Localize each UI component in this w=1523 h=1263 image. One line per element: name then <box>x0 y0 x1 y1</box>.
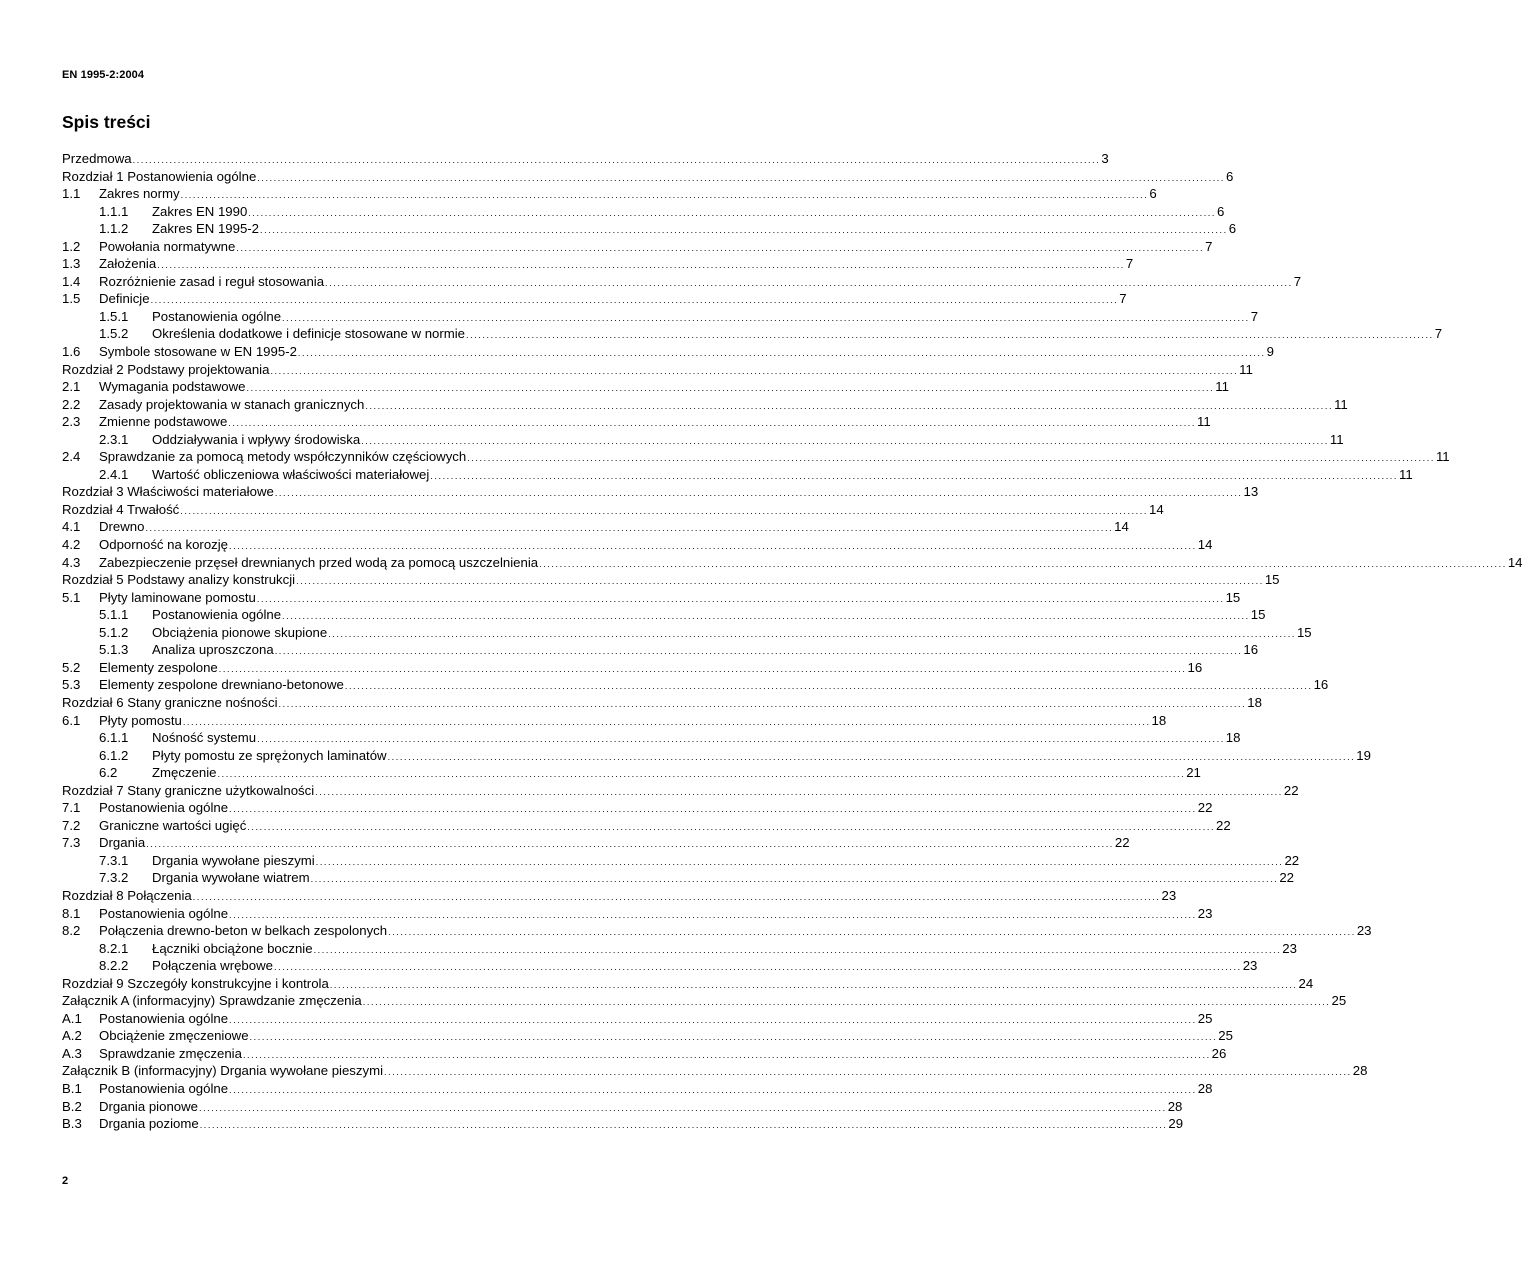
toc-entry-title: Drgania wywołane pieszymi <box>152 852 315 868</box>
toc-entry[interactable] <box>62 536 1213 554</box>
toc-entry-page: 6 <box>1149 186 1157 202</box>
toc-entry-page: 14 <box>1148 501 1164 517</box>
toc-entry[interactable] <box>62 518 1129 536</box>
dot-leader <box>314 942 1282 960</box>
dot-leader <box>361 433 1329 451</box>
toc-entry-number: 2.2 <box>62 396 81 412</box>
toc-entry-page: 22 <box>1114 835 1130 851</box>
toc-entry[interactable] <box>62 466 1413 484</box>
dot-leader <box>345 678 1313 696</box>
toc-entry-number: B.3 <box>62 1116 82 1132</box>
toc-entry-page: 23 <box>1242 958 1258 974</box>
toc-entry-title: Płyty pomostu ze sprężonych laminatów <box>152 747 387 763</box>
toc-entry-page: 15 <box>1250 607 1266 623</box>
toc-entry-title: Graniczne wartości ugięć <box>99 817 247 833</box>
toc-entry-title: Rozdział 3 Właściwości materiałowe <box>62 484 274 500</box>
toc-entry-title: Oddziaływania i wpływy środowiska <box>152 431 361 447</box>
toc-entry[interactable] <box>62 483 1259 501</box>
toc-entry-page: 7 <box>1250 308 1259 324</box>
toc-entry-page: 11 <box>1197 414 1211 430</box>
toc-entry-number: 7.3.1 <box>99 852 129 868</box>
toc-entry-number: 1.1.1 <box>99 203 129 219</box>
toc-entry-number: B.1 <box>62 1080 82 1096</box>
dot-leader <box>467 450 1435 468</box>
toc-entry[interactable] <box>62 273 1302 291</box>
toc-entry-page: 22 <box>1279 870 1294 886</box>
toc-entry-title: Postanowienia ogólne <box>99 905 229 921</box>
toc-entry-title: Zasady projektowania w stanach granicznych <box>99 396 365 412</box>
toc-entry-title: Płyty laminowane pomostu <box>99 589 256 605</box>
toc-entry-number: 4.1 <box>62 519 81 535</box>
toc-entry-page: 25 <box>1331 993 1347 1009</box>
toc-entry[interactable] <box>62 624 1312 642</box>
toc-entry[interactable] <box>62 817 1231 835</box>
page-title: Spis treści <box>62 112 151 132</box>
toc-entry-number: 5.1 <box>62 589 81 605</box>
toc-entry-number: 5.1.2 <box>99 624 129 640</box>
toc-entry-page: 15 <box>1264 572 1280 588</box>
dot-leader <box>363 994 1331 1012</box>
toc-entry-title: Drewno <box>99 519 145 535</box>
toc-entry-page: 14 <box>1507 554 1523 570</box>
toc-entry[interactable] <box>62 659 1203 677</box>
dot-leader <box>180 503 1148 521</box>
toc-entry-number: 1.5 <box>62 291 81 307</box>
toc-entry-page: 9 <box>1266 344 1274 360</box>
toc-entry-page: 23 <box>1161 887 1177 903</box>
toc-entry-number: 1.1.2 <box>99 221 129 237</box>
toc-entry-title: Rozdział 6 Stany graniczne nośności <box>62 694 278 710</box>
toc-entry[interactable] <box>62 396 1348 414</box>
dot-leader <box>247 380 1215 398</box>
toc-entry-page: 23 <box>1282 940 1297 956</box>
toc-entry-number: 6.1.2 <box>99 747 129 763</box>
dot-leader <box>296 573 1264 591</box>
toc-entry-page: 23 <box>1197 905 1213 921</box>
toc-entry-title: Zmęczenie <box>152 765 217 781</box>
toc-entry[interactable] <box>62 1080 1213 1098</box>
toc-entry-number: 5.3 <box>62 677 81 693</box>
toc-entry[interactable] <box>62 220 1237 238</box>
toc-entry[interactable] <box>62 940 1297 958</box>
toc-entry-title: Nośność systemu <box>152 730 257 746</box>
dot-leader <box>229 1012 1197 1030</box>
toc-entry[interactable] <box>62 957 1258 975</box>
toc-entry[interactable] <box>62 501 1164 519</box>
dot-leader <box>145 520 1113 538</box>
toc-entry-title: Wymagania podstawowe <box>99 379 246 395</box>
toc-entry-title: Analiza uproszczona <box>152 642 274 658</box>
toc-entry[interactable] <box>62 1115 1184 1133</box>
toc-entry[interactable] <box>62 571 1280 589</box>
toc-entry-number: 6.2 <box>99 765 118 781</box>
toc-entry-title: Odporność na korozję <box>99 537 229 553</box>
toc-entry-title: Drgania wywołane wiatrem <box>152 870 310 886</box>
toc-entry-page: 11 <box>1399 466 1413 482</box>
toc-entry-page: 28 <box>1352 1063 1368 1079</box>
toc-entry-page: 15 <box>1225 589 1241 605</box>
toc-entry-title: Obciążenie zmęczeniowe <box>99 1028 249 1044</box>
toc-entry-title: Płyty pomostu <box>99 712 182 728</box>
toc-entry-number: A.2 <box>62 1028 82 1044</box>
toc-entry-page: 23 <box>1356 923 1372 939</box>
toc-entry[interactable] <box>62 290 1127 308</box>
toc-entry[interactable] <box>62 975 1314 993</box>
toc-entry[interactable] <box>62 378 1229 396</box>
toc-entry-title: Postanowienia ogólne <box>152 607 282 623</box>
dot-leader <box>365 398 1333 416</box>
toc-entry[interactable] <box>62 589 1241 607</box>
toc-entry-title: Drgania poziome <box>99 1116 199 1132</box>
toc-entry[interactable] <box>62 1010 1213 1028</box>
toc-entry-page: 11 <box>1435 449 1450 465</box>
toc-entry[interactable] <box>62 676 1329 694</box>
toc-entry[interactable] <box>62 1045 1227 1063</box>
toc-entry-title: Rozdział 1 Postanowienia ogólne <box>62 168 257 184</box>
toc-entry-page: 6 <box>1226 168 1234 184</box>
dot-leader <box>275 485 1243 503</box>
toc-entry[interactable] <box>62 747 1371 765</box>
toc-entry-title: Drgania <box>99 835 146 851</box>
toc-entry[interactable] <box>62 361 1253 379</box>
toc-entry[interactable] <box>62 799 1213 817</box>
document-code-header: EN 1995-2:2004 <box>62 69 145 81</box>
toc-entry-number: 2.3 <box>62 414 81 430</box>
toc-entry-title: Załącznik B (informacyjny) Drgania wywołane pieszymi <box>62 1063 384 1079</box>
dot-leader <box>229 1082 1197 1100</box>
dot-leader <box>539 556 1507 574</box>
toc-entry[interactable] <box>62 1027 1233 1045</box>
toc-entry-page: 11 <box>1215 379 1229 395</box>
toc-entry-title: Rozróżnienie zasad i reguł stosowania <box>99 273 325 289</box>
toc-entry-number: 2.4.1 <box>99 466 129 482</box>
dot-leader <box>260 222 1228 240</box>
toc-entry-title: Zmienne podstawowe <box>99 414 228 430</box>
toc-entry[interactable] <box>62 641 1259 659</box>
toc-entry-number: 1.5.1 <box>99 308 129 324</box>
toc-entry-title: Przedmowa <box>62 151 132 166</box>
toc-entry-number: 1.4 <box>62 273 81 289</box>
toc-entry-page: 16 <box>1187 659 1203 675</box>
toc-entry-title: Postanowienia ogólne <box>152 308 282 324</box>
toc-entry-title: Powołania normatywne <box>99 238 236 254</box>
toc-entry-title: Definicje <box>99 291 150 307</box>
toc-entry[interactable] <box>62 694 1262 712</box>
toc-entry[interactable] <box>62 308 1259 326</box>
dot-leader <box>183 714 1151 732</box>
toc-entry-page: 22 <box>1283 782 1299 798</box>
toc-entry-page: 24 <box>1298 975 1314 991</box>
toc-entry[interactable] <box>62 325 1443 343</box>
toc-entry-title: Elementy zespolone drewniano-betonowe <box>99 677 344 693</box>
toc-entry-number: 2.3.1 <box>99 431 129 447</box>
toc-entry-number: 5.1.3 <box>99 642 129 658</box>
toc-entry-number: 7.2 <box>62 817 81 833</box>
toc-entry[interactable] <box>62 203 1225 221</box>
toc-entry[interactable] <box>62 869 1294 887</box>
toc-entry-title: Postanowienia ogólne <box>99 1080 229 1096</box>
dot-leader <box>279 696 1247 714</box>
dot-leader <box>257 591 1225 609</box>
dot-leader <box>151 292 1119 310</box>
dot-leader <box>229 801 1197 819</box>
toc-entry-title: Sprawdzanie zmęczenia <box>99 1045 242 1061</box>
toc-entry-number: 1.1 <box>62 186 81 202</box>
toc-entry-page: 7 <box>1119 291 1127 307</box>
toc-entry-number: 5.2 <box>62 659 81 675</box>
toc-entry-number: 5.1.1 <box>99 607 129 623</box>
toc-entry-page: 18 <box>1225 730 1241 746</box>
dot-leader <box>325 275 1293 293</box>
toc-entry-number: 8.2.2 <box>99 958 129 974</box>
toc-entry-page: 28 <box>1197 1080 1213 1096</box>
toc-entry-title: Postanowienia ogólne <box>99 1010 229 1026</box>
toc-entry[interactable] <box>62 606 1266 624</box>
toc-entry-title: Obciążenia pionowe skupione <box>152 624 328 640</box>
toc-entry-title: Postanowienia ogólne <box>99 800 229 816</box>
toc-entry-title: Założenia <box>99 256 157 272</box>
dot-leader <box>193 889 1161 907</box>
dot-leader <box>270 363 1238 381</box>
toc-entry-page: 29 <box>1168 1116 1184 1132</box>
toc-entry-title: Symbole stosowane w EN 1995-2 <box>99 344 297 360</box>
toc-entry-page: 6 <box>1228 221 1237 237</box>
dot-leader <box>243 1047 1211 1065</box>
dot-leader <box>199 1100 1167 1118</box>
toc-entry-page: 11 <box>1239 361 1253 377</box>
dot-leader <box>316 854 1284 872</box>
toc-entry-number: 4.3 <box>62 554 81 570</box>
toc-entry-page: 11 <box>1334 396 1348 412</box>
toc-entry-number: A.1 <box>62 1010 82 1026</box>
page-number: 2 <box>62 1175 69 1187</box>
toc-entry-title: Rozdział 8 Połączenia <box>62 887 192 903</box>
toc-entry-title: Łączniki obciążone bocznie <box>152 940 313 956</box>
toc-entry[interactable] <box>62 343 1274 361</box>
toc-entry-title: Określenia dodatkowe i definicje stosowane w normie <box>152 326 465 342</box>
toc-entry-page: 6 <box>1217 203 1225 219</box>
toc-entry-title: Zakres EN 1995-2 <box>152 221 260 237</box>
toc-entry-number: 1.5.2 <box>99 326 129 342</box>
toc-entry-page: 19 <box>1356 747 1371 763</box>
toc-entry[interactable] <box>62 185 1157 203</box>
dot-leader <box>257 170 1225 188</box>
toc-entry-title: Rozdział 2 Podstawy projektowania <box>62 361 270 377</box>
dot-leader <box>274 959 1242 977</box>
dot-leader <box>328 626 1296 644</box>
dot-leader <box>218 766 1186 784</box>
dot-leader <box>200 1117 1168 1135</box>
dot-leader <box>133 152 1101 170</box>
toc-entry-number: A.3 <box>62 1045 82 1061</box>
dot-leader <box>228 415 1196 433</box>
toc-entry-title: Zakres normy <box>99 186 180 202</box>
toc-entry-number: B.2 <box>62 1098 82 1114</box>
toc-entry-title: Rozdział 9 Szczegóły konstrukcyjne i kontrola <box>62 975 329 991</box>
toc-entry-page: 22 <box>1284 852 1300 868</box>
dot-leader <box>315 784 1283 802</box>
toc-entry-number: 7.3.2 <box>99 870 129 886</box>
toc-entry[interactable] <box>62 238 1213 256</box>
toc-entry[interactable] <box>62 834 1130 852</box>
table-of-contents <box>62 150 1523 1133</box>
toc-entry-title: Rozdział 7 Stany graniczne użytkowalności <box>62 782 315 798</box>
toc-entry-page: 22 <box>1197 800 1213 816</box>
toc-entry-title: Elementy zespolone <box>99 659 218 675</box>
toc-entry-page: 7 <box>1434 326 1443 342</box>
dot-leader <box>219 661 1187 679</box>
dot-leader <box>236 240 1204 258</box>
toc-entry-number: 1.6 <box>62 344 81 360</box>
dot-leader <box>248 205 1216 223</box>
toc-entry-number: 7.1 <box>62 800 81 816</box>
toc-entry-title: Rozdział 5 Podstawy analizy konstrukcji <box>62 572 296 588</box>
dot-leader <box>330 977 1298 995</box>
toc-entry-page: 11 <box>1329 431 1344 447</box>
dot-leader <box>181 187 1149 205</box>
toc-entry[interactable] <box>62 431 1344 449</box>
toc-entry-page: 21 <box>1186 765 1201 781</box>
toc-entry-number: 1.3 <box>62 256 81 272</box>
toc-entry[interactable] <box>62 150 1109 168</box>
toc-entry-number: 6.1.1 <box>99 730 129 746</box>
toc-entry[interactable] <box>62 922 1372 940</box>
toc-entry-title: Sprawdzanie za pomocą metody współczynników częściowych <box>99 449 467 465</box>
toc-entry-number: 7.3 <box>62 835 81 851</box>
toc-entry-page: 14 <box>1197 537 1213 553</box>
toc-entry[interactable] <box>62 255 1134 273</box>
toc-entry-number: 2.4 <box>62 449 81 465</box>
toc-entry-page: 7 <box>1293 273 1302 289</box>
toc-entry-number: 4.2 <box>62 537 81 553</box>
toc-entry-number: 8.2.1 <box>99 940 129 956</box>
toc-entry-title: Zabezpieczenie przęseł drewnianych przed wodą za pomocą uszczelnienia <box>99 554 539 570</box>
toc-entry[interactable] <box>62 1062 1368 1080</box>
toc-entry[interactable] <box>62 712 1167 730</box>
toc-entry-number: 1.2 <box>62 238 81 254</box>
toc-entry-page: 16 <box>1243 642 1259 658</box>
dot-leader <box>282 608 1250 626</box>
dot-leader <box>388 749 1356 767</box>
dot-leader <box>257 731 1225 749</box>
dot-leader <box>275 643 1243 661</box>
toc-entry-number: 8.2 <box>62 923 81 939</box>
toc-entry[interactable] <box>62 887 1177 905</box>
toc-entry-page: 3 <box>1101 151 1109 166</box>
toc-entry-number: 8.1 <box>62 905 81 921</box>
toc-entry-page: 28 <box>1167 1098 1183 1114</box>
dot-leader <box>311 871 1279 889</box>
toc-entry[interactable] <box>62 448 1450 466</box>
toc-entry-page: 7 <box>1205 238 1213 254</box>
dot-leader <box>298 345 1266 363</box>
toc-entry-title: Wartość obliczeniowa właściwości materiałowej <box>152 466 430 482</box>
toc-entry-page: 18 <box>1151 712 1167 728</box>
toc-entry-title: Zakres EN 1990 <box>152 203 248 219</box>
toc-entry-title: Rozdział 4 Trwałość <box>62 501 180 517</box>
toc-entry[interactable] <box>62 168 1234 186</box>
toc-entry[interactable] <box>62 905 1213 923</box>
toc-entry-page: 25 <box>1218 1028 1233 1044</box>
toc-entry-page: 18 <box>1247 694 1262 710</box>
dot-leader <box>250 1029 1218 1047</box>
toc-entry-title: Drgania pionowe <box>99 1098 198 1114</box>
toc-entry-page: 15 <box>1296 624 1312 640</box>
toc-entry-title: Załącznik A (informacyjny) Sprawdzanie zmęczenia <box>62 993 362 1009</box>
dot-leader <box>388 924 1356 942</box>
toc-entry-title: Połączenia wrębowe <box>152 958 273 974</box>
toc-entry-page: 13 <box>1243 484 1259 500</box>
toc-entry[interactable] <box>62 554 1523 572</box>
toc-entry[interactable] <box>62 729 1241 747</box>
toc-entry[interactable] <box>62 782 1299 800</box>
toc-entry[interactable] <box>62 1098 1183 1116</box>
toc-entry-number: 6.1 <box>62 712 81 728</box>
toc-entry[interactable] <box>62 992 1347 1010</box>
toc-entry-page: 7 <box>1125 256 1134 272</box>
toc-entry-title: Połączenia drewno-beton w belkach zespolonych <box>99 923 388 939</box>
toc-entry-page: 22 <box>1216 817 1231 833</box>
dot-leader <box>247 819 1215 837</box>
toc-entry-page: 26 <box>1211 1045 1227 1061</box>
toc-entry[interactable] <box>62 764 1201 782</box>
toc-entry-page: 14 <box>1114 519 1129 535</box>
dot-leader <box>466 327 1434 345</box>
toc-entry-page: 16 <box>1313 677 1329 693</box>
toc-entry[interactable] <box>62 413 1211 431</box>
toc-entry-number: 2.1 <box>62 379 81 395</box>
toc-entry[interactable] <box>62 852 1300 870</box>
toc-entry-page: 25 <box>1197 1010 1213 1026</box>
